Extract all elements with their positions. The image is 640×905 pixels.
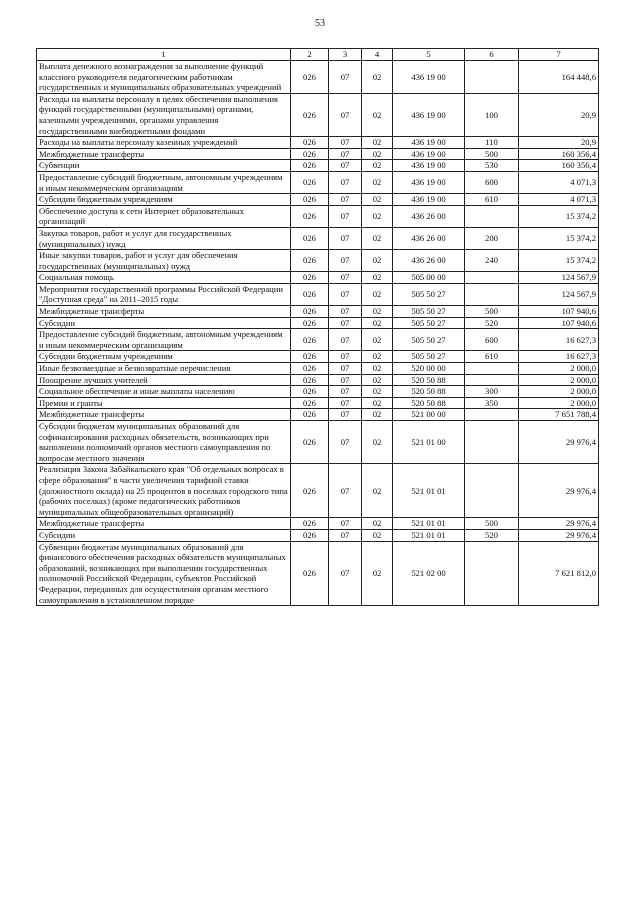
amount-cell: 15 374,2 [519, 227, 599, 249]
column-header: 2 [291, 49, 329, 61]
code-section-cell: 07 [329, 363, 362, 375]
code-subsection-cell: 02 [362, 250, 393, 272]
code-section-cell: 07 [329, 272, 362, 284]
code-expense-type-cell: 200 [465, 227, 519, 249]
code-ministry-cell: 026 [291, 518, 329, 530]
column-header: 3 [329, 49, 362, 61]
code-subsection-cell: 02 [362, 374, 393, 386]
code-target-article-cell: 505 50 27 [393, 351, 465, 363]
code-ministry-cell: 026 [291, 148, 329, 160]
code-section-cell: 07 [329, 464, 362, 518]
code-section-cell: 07 [329, 421, 362, 464]
code-section-cell: 07 [329, 386, 362, 398]
row-name-cell: Поощрение лучших учителей [37, 374, 291, 386]
code-target-article-cell: 521 01 00 [393, 421, 465, 464]
code-expense-type-cell [465, 283, 519, 305]
code-target-article-cell: 505 50 27 [393, 317, 465, 329]
code-section-cell: 07 [329, 61, 362, 94]
table-row [37, 250, 599, 272]
amount-cell: 20,9 [519, 137, 599, 149]
amount-cell: 29 976,4 [519, 518, 599, 530]
amount-cell: 29 976,4 [519, 421, 599, 464]
code-expense-type-cell: 530 [465, 160, 519, 172]
code-expense-type-cell: 600 [465, 171, 519, 193]
column-header: 5 [393, 49, 465, 61]
column-header: 4 [362, 49, 393, 61]
code-section-cell: 07 [329, 283, 362, 305]
column-header: 6 [465, 49, 519, 61]
code-ministry-cell: 026 [291, 306, 329, 318]
amount-cell: 16 627,3 [519, 329, 599, 351]
table-row [37, 93, 599, 136]
code-section-cell: 07 [329, 306, 362, 318]
code-expense-type-cell [465, 421, 519, 464]
row-name-cell: Межбюджетные трансферты [37, 148, 291, 160]
code-ministry-cell: 026 [291, 374, 329, 386]
code-ministry-cell: 026 [291, 283, 329, 305]
code-section-cell: 07 [329, 329, 362, 351]
amount-cell: 160 356,4 [519, 160, 599, 172]
code-ministry-cell: 026 [291, 250, 329, 272]
code-expense-type-cell: 240 [465, 250, 519, 272]
code-expense-type-cell [465, 541, 519, 606]
table-row [37, 137, 599, 149]
code-expense-type-cell: 110 [465, 137, 519, 149]
amount-cell: 124 567,9 [519, 283, 599, 305]
code-ministry-cell: 026 [291, 397, 329, 409]
code-expense-type-cell [465, 272, 519, 284]
code-expense-type-cell [465, 363, 519, 375]
code-target-article-cell: 436 26 00 [393, 205, 465, 227]
row-name-cell: Предоставление субсидий бюджетным, автономным учреждениям и иным некоммерческим организациям [37, 329, 291, 351]
code-subsection-cell: 02 [362, 283, 393, 305]
code-ministry-cell: 026 [291, 421, 329, 464]
table-row [37, 61, 599, 94]
amount-cell: 107 940,6 [519, 306, 599, 318]
row-name-cell: Реализация Закона Забайкальского края "Об отдельных вопросах в сфере образования" в части увеличения тарифной ставки (должностного оклада) на 25 процентов в поселках городского типа (рабочих поселках) (кроме педагогических работников муниципальных общеобразовательных организаций) [37, 464, 291, 518]
code-target-article-cell: 436 19 00 [393, 160, 465, 172]
code-ministry-cell: 026 [291, 409, 329, 421]
table-row [37, 283, 599, 305]
code-target-article-cell: 505 00 00 [393, 272, 465, 284]
row-name-cell: Обеспечение доступа к сети Интернет образовательных организаций [37, 205, 291, 227]
row-name-cell: Субсидии [37, 317, 291, 329]
column-header: 1 [37, 49, 291, 61]
code-expense-type-cell: 500 [465, 148, 519, 160]
row-name-cell: Субсидии бюджетам муниципальных образований для софинансирования расходных обязательств, возникающих при выполнении полномочий органов местного самоуправления по вопросам местного значения [37, 421, 291, 464]
code-section-cell: 07 [329, 397, 362, 409]
code-target-article-cell: 436 19 00 [393, 93, 465, 136]
code-target-article-cell: 521 00 00 [393, 409, 465, 421]
code-target-article-cell: 520 50 88 [393, 374, 465, 386]
code-subsection-cell: 02 [362, 171, 393, 193]
code-ministry-cell: 026 [291, 227, 329, 249]
column-header: 7 [519, 49, 599, 61]
code-target-article-cell: 520 50 88 [393, 397, 465, 409]
amount-cell: 2 000,0 [519, 374, 599, 386]
code-ministry-cell: 026 [291, 464, 329, 518]
table-row [37, 148, 599, 160]
table-row [37, 386, 599, 398]
row-name-cell: Социальная помощь [37, 272, 291, 284]
code-expense-type-cell [465, 61, 519, 94]
amount-cell: 164 448,6 [519, 61, 599, 94]
code-section-cell: 07 [329, 137, 362, 149]
table-row [37, 194, 599, 206]
code-ministry-cell: 026 [291, 93, 329, 136]
code-ministry-cell: 026 [291, 351, 329, 363]
code-subsection-cell: 02 [362, 93, 393, 136]
table-row [37, 272, 599, 284]
code-target-article-cell: 436 19 00 [393, 137, 465, 149]
amount-cell: 124 567,9 [519, 272, 599, 284]
amount-cell: 29 976,4 [519, 529, 599, 541]
table-row [37, 205, 599, 227]
row-name-cell: Субсидии бюджетным учреждениям [37, 351, 291, 363]
code-target-article-cell: 521 02 00 [393, 541, 465, 606]
code-expense-type-cell [465, 464, 519, 518]
code-expense-type-cell: 600 [465, 329, 519, 351]
code-expense-type-cell: 520 [465, 317, 519, 329]
code-section-cell: 07 [329, 227, 362, 249]
code-section-cell: 07 [329, 148, 362, 160]
code-subsection-cell: 02 [362, 464, 393, 518]
code-ministry-cell: 026 [291, 317, 329, 329]
row-name-cell: Иные закупки товаров, работ и услуг для обеспечения государственных (муниципальных) нужд [37, 250, 291, 272]
table-row [37, 518, 599, 530]
code-ministry-cell: 026 [291, 61, 329, 94]
code-ministry-cell: 026 [291, 329, 329, 351]
table-row [37, 351, 599, 363]
code-expense-type-cell [465, 374, 519, 386]
code-subsection-cell: 02 [362, 160, 393, 172]
code-subsection-cell: 02 [362, 529, 393, 541]
row-name-cell: Выплата денежного вознаграждения за выполнение функций классного руководителя педагогическим работникам государственных и муниципальных образовательных учреждений [37, 61, 291, 94]
amount-cell: 7 651 788,4 [519, 409, 599, 421]
code-subsection-cell: 02 [362, 148, 393, 160]
table-row [37, 317, 599, 329]
table-row [37, 541, 599, 606]
code-target-article-cell: 521 01 01 [393, 518, 465, 530]
amount-cell: 15 374,2 [519, 205, 599, 227]
code-section-cell: 07 [329, 518, 362, 530]
code-target-article-cell: 520 00 00 [393, 363, 465, 375]
code-subsection-cell: 02 [362, 194, 393, 206]
table-row [37, 306, 599, 318]
code-section-cell: 07 [329, 250, 362, 272]
row-name-cell: Межбюджетные трансферты [37, 518, 291, 530]
code-subsection-cell: 02 [362, 205, 393, 227]
code-expense-type-cell: 100 [465, 93, 519, 136]
code-expense-type-cell [465, 205, 519, 227]
code-subsection-cell: 02 [362, 386, 393, 398]
row-name-cell: Закупка товаров, работ и услуг для государственных (муниципальных) нужд [37, 227, 291, 249]
code-target-article-cell: 505 50 27 [393, 283, 465, 305]
amount-cell: 107 940,6 [519, 317, 599, 329]
row-name-cell: Расходы на выплаты персоналу в целях обеспечения выполнения функций государственными (муниципальными) органами, казенными учреждениями, органами управления государственными внебюджетными фондами [37, 93, 291, 136]
code-target-article-cell: 505 50 27 [393, 306, 465, 318]
code-subsection-cell: 02 [362, 421, 393, 464]
code-target-article-cell: 520 50 88 [393, 386, 465, 398]
code-expense-type-cell: 610 [465, 351, 519, 363]
code-section-cell: 07 [329, 529, 362, 541]
amount-cell: 4 071,3 [519, 171, 599, 193]
code-ministry-cell: 026 [291, 137, 329, 149]
amount-cell: 29 976,4 [519, 464, 599, 518]
table-body [37, 61, 599, 606]
table-row [37, 160, 599, 172]
code-ministry-cell: 026 [291, 160, 329, 172]
code-section-cell: 07 [329, 160, 362, 172]
row-name-cell: Предоставление субсидий бюджетным, автономным учреждениям и иным некоммерческим организациям [37, 171, 291, 193]
code-section-cell: 07 [329, 409, 362, 421]
code-target-article-cell: 436 19 00 [393, 171, 465, 193]
code-target-article-cell: 436 19 00 [393, 61, 465, 94]
code-ministry-cell: 026 [291, 171, 329, 193]
code-target-article-cell: 436 26 00 [393, 227, 465, 249]
code-ministry-cell: 026 [291, 541, 329, 606]
amount-cell: 2 000,0 [519, 363, 599, 375]
amount-cell: 160 356,4 [519, 148, 599, 160]
code-ministry-cell: 026 [291, 529, 329, 541]
code-ministry-cell: 026 [291, 386, 329, 398]
row-name-cell: Субвенции [37, 160, 291, 172]
code-target-article-cell: 505 50 27 [393, 329, 465, 351]
code-target-article-cell: 436 26 00 [393, 250, 465, 272]
code-target-article-cell: 436 19 00 [393, 148, 465, 160]
code-section-cell: 07 [329, 317, 362, 329]
code-subsection-cell: 02 [362, 518, 393, 530]
code-ministry-cell: 026 [291, 194, 329, 206]
code-subsection-cell: 02 [362, 317, 393, 329]
amount-cell: 15 374,2 [519, 250, 599, 272]
table-header-row [37, 49, 599, 61]
code-subsection-cell: 02 [362, 329, 393, 351]
budget-table [36, 48, 599, 606]
code-subsection-cell: 02 [362, 397, 393, 409]
table-row [37, 409, 599, 421]
code-expense-type-cell: 350 [465, 397, 519, 409]
code-section-cell: 07 [329, 541, 362, 606]
code-subsection-cell: 02 [362, 272, 393, 284]
row-name-cell: Иные безвозмездные и безвозвратные перечисления [37, 363, 291, 375]
table-row [37, 363, 599, 375]
amount-cell: 2 000,0 [519, 386, 599, 398]
amount-cell: 7 621 812,0 [519, 541, 599, 606]
code-subsection-cell: 02 [362, 61, 393, 94]
table-row [37, 397, 599, 409]
code-ministry-cell: 026 [291, 363, 329, 375]
table-row [37, 464, 599, 518]
code-expense-type-cell [465, 409, 519, 421]
code-subsection-cell: 02 [362, 409, 393, 421]
row-name-cell: Субсидии бюджетным учреждениям [37, 194, 291, 206]
row-name-cell: Субсидии [37, 529, 291, 541]
row-name-cell: Премии и гранты [37, 397, 291, 409]
page-number: 53 [315, 18, 325, 29]
code-section-cell: 07 [329, 171, 362, 193]
code-expense-type-cell: 300 [465, 386, 519, 398]
row-name-cell: Мероприятия государственной программы Российской Федерации "Доступная среда" на 2011–2015 годы [37, 283, 291, 305]
code-target-article-cell: 521 01 01 [393, 464, 465, 518]
code-section-cell: 07 [329, 205, 362, 227]
code-target-article-cell: 521 01 01 [393, 529, 465, 541]
table-row [37, 529, 599, 541]
code-expense-type-cell: 500 [465, 518, 519, 530]
code-section-cell: 07 [329, 351, 362, 363]
code-ministry-cell: 026 [291, 272, 329, 284]
table-row [37, 171, 599, 193]
table-row [37, 227, 599, 249]
code-section-cell: 07 [329, 374, 362, 386]
code-target-article-cell: 436 19 00 [393, 194, 465, 206]
row-name-cell: Субвенции бюджетам муниципальных образований для финансового обеспечения расходных обязательств муниципальных образований, возникающих при выполнении государственных полномочий Российской Федерации, субъектов Российской Федерации, переданных для осуществления органам местного самоуправления в установленном порядке [37, 541, 291, 606]
code-subsection-cell: 02 [362, 541, 393, 606]
amount-cell: 16 627,3 [519, 351, 599, 363]
code-ministry-cell: 026 [291, 205, 329, 227]
table-row [37, 329, 599, 351]
row-name-cell: Расходы на выплаты персоналу казенных учреждений [37, 137, 291, 149]
code-expense-type-cell: 610 [465, 194, 519, 206]
row-name-cell: Межбюджетные трансферты [37, 306, 291, 318]
table-row [37, 374, 599, 386]
amount-cell: 4 071,3 [519, 194, 599, 206]
code-subsection-cell: 02 [362, 137, 393, 149]
table-row [37, 421, 599, 464]
code-expense-type-cell: 520 [465, 529, 519, 541]
amount-cell: 20,9 [519, 93, 599, 136]
code-expense-type-cell: 500 [465, 306, 519, 318]
code-section-cell: 07 [329, 194, 362, 206]
code-section-cell: 07 [329, 93, 362, 136]
code-subsection-cell: 02 [362, 227, 393, 249]
row-name-cell: Межбюджетные трансферты [37, 409, 291, 421]
code-subsection-cell: 02 [362, 363, 393, 375]
code-subsection-cell: 02 [362, 306, 393, 318]
row-name-cell: Социальное обеспечение и иные выплаты населению [37, 386, 291, 398]
amount-cell: 2 000,0 [519, 397, 599, 409]
code-subsection-cell: 02 [362, 351, 393, 363]
